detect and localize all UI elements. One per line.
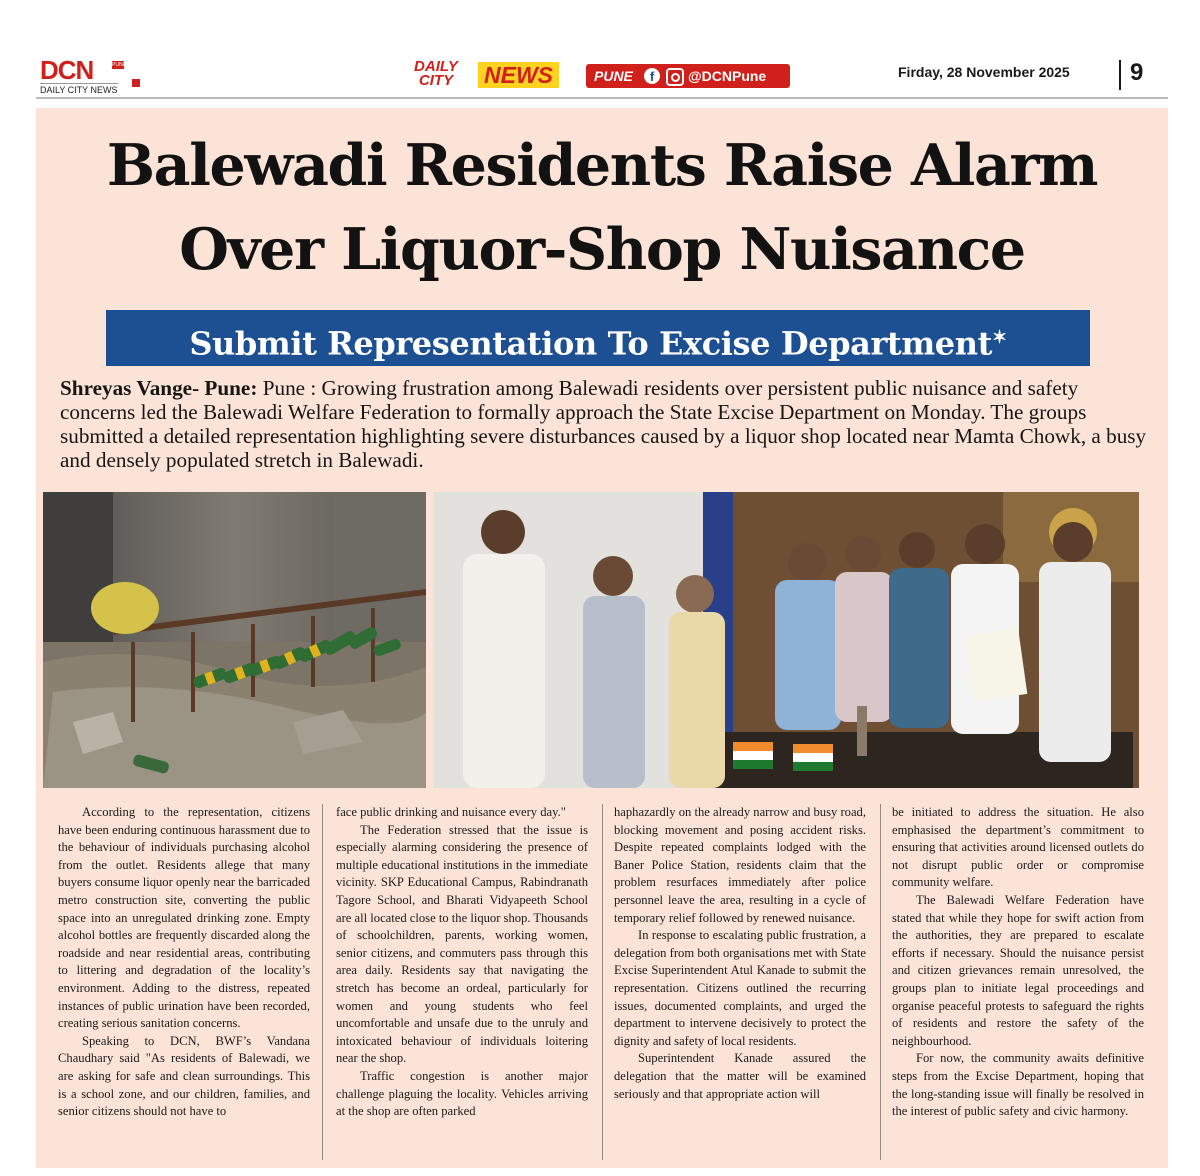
masthead: [36, 54, 1168, 96]
dcn-logo: [40, 57, 148, 93]
body-paragraph: For now, the community awaits definitive steps from the Excise Department, hoping that the long-standing issue will finally be resolved in the interest of public safety and civic harmony.: [892, 1051, 1144, 1119]
body-paragraph: The Federation stressed that the issue is especially alarming considering the presence of multiple educational institutions in the immediate vicinity. SKP Educational Campus, Rabindranath Tagore School, and Bharati Vidyapeeth School are all located close to the liquor shop. Thousands of schoolchildren, parents, working women, senior citizens, and commuters pass through this area daily. Residents say that navigating the stretch has become an ordeal, particularly for women and young students who feel uncomfortable and unsafe due to the unruly and intoxicated behaviour of individuals loitering near the shop.: [336, 822, 588, 1066]
body-paragraph: Traffic congestion is another major challenge plaguing the locality. Vehicles arriving at the shop are often parked: [336, 1068, 588, 1119]
brand-news: NEWS: [478, 62, 559, 88]
social-handle: @DCNPune: [688, 68, 767, 84]
body-column-3: [614, 804, 866, 1103]
issue-date: Firday, 28 November 2025: [898, 64, 1070, 80]
body-column-2: [336, 804, 588, 1121]
headline: Balewadi Residents Raise Alarm Over Liquor-Shop Nuisance: [106, 132, 1098, 283]
brand-social-bar: [586, 64, 790, 88]
lead-paragraph: [60, 376, 1150, 472]
page-number: 9: [1130, 59, 1144, 86]
subhead-text: Submit Representation To Excise Department: [189, 324, 992, 363]
facebook-icon: f: [644, 68, 660, 84]
logo-wordmark: DCN: [40, 55, 94, 85]
instagram-icon: [666, 68, 684, 86]
body-paragraph: face public drinking and nuisance every day.": [336, 805, 566, 819]
column-rule: [602, 804, 603, 1160]
body-paragraph: The Balewadi Welfare Federation have stated that while they hope for swift action from the authorities, they are prepared to escalate efforts if necessary. Should the nuisance persist and citizen grievances remain unresolved, the groups plan to initiate legal proceedings and organise peaceful protests to safeguard the rights of residents and restore the safety of the neighbourhood.: [892, 892, 1144, 1048]
body-paragraph: be initiated to address the situation. He also emphasised the department’s commitment to ensuring that activities around licensed outlets do not disrupt public order or compromise community welfare.: [892, 805, 1144, 890]
logo-tag: PUNE: [112, 62, 126, 68]
logo-subtitle: DAILY CITY NEWS: [40, 85, 118, 95]
delegation-illustration: [433, 492, 1139, 788]
article-panel: [36, 108, 1168, 1168]
body-paragraph: According to the representation, citizens have been enduring continuous harassment due to the behaviour of individuals purchasing alcohol from the outlet. Residents allege that many buyers consume liquor openly near the barricaded metro construction site, converting the public space into an unregulated drinking zone. Empty alcohol bottles are frequently discarded along the roadside and near residential areas, contributing to littering and degradation of the locality’s environment. Adding to the distress, repeated instances of public urination have been recorded, creating serious sanitation concerns.: [58, 805, 310, 1031]
column-rule: [322, 804, 323, 1160]
body-paragraph: Speaking to DCN, BWF’s Vandana Chaudhary said "As residents of Balewadi, we are asking for safe and clean surroundings. This is a school zone, and our children, families, and senior citizens should not have to: [58, 1033, 310, 1119]
lead-text: Pune : Growing frustration among Balewadi residents over persistent public nuisance and safety concerns led the Balewadi Welfare Federation to formally approach the State Excise Department on Monday. The groups submitted a detailed representation highlighting severe disturbances caused by a liquor shop located near Mamta Chowk, a busy and densely populated stretch in Balewadi.: [60, 376, 1147, 472]
body-paragraph: In response to escalating public frustration, a delegation from both organisations met with State Excise Superintendent Atul Kanade to submit the representation. Citizens outlined the recurring issues, documented complaints, and urged the department to intervene decisively to protect the dignity and safety of local residents.: [614, 928, 866, 1048]
body-paragraph: Superintendent Kanade assured the delegation that the matter will be examined seriously and that appropriate action will: [614, 1051, 866, 1101]
subhead-banner: [106, 310, 1090, 366]
body-column-4: [892, 804, 1144, 1121]
column-rule: [880, 804, 881, 1160]
brand-daily-city: DAILY CITY: [414, 58, 458, 89]
body-paragraph: haphazardly on the already narrow and busy road, blocking movement and posing accident risks. Despite repeated complaints lodged with the Baner Police Station, residents claim that the problem resurfaces immediately after police personnel leave the area, resulting in a cycle of temporary relief followed by renewed nuisance.: [614, 805, 866, 925]
brand-city: PUNE: [594, 68, 633, 84]
logo-accent-square: [132, 79, 140, 87]
page-number-divider: [1119, 60, 1121, 90]
discarded-bottles-illustration: [43, 492, 426, 788]
discarded-bottles-photo: [43, 492, 426, 788]
delegation-photo: [433, 492, 1139, 788]
byline: Shreyas Vange- Pune:: [60, 376, 258, 400]
sparkle-icon: ✶: [991, 327, 1007, 348]
brand-strip: [398, 60, 790, 90]
masthead-rule: [36, 97, 1168, 99]
body-column-1: [58, 804, 310, 1121]
